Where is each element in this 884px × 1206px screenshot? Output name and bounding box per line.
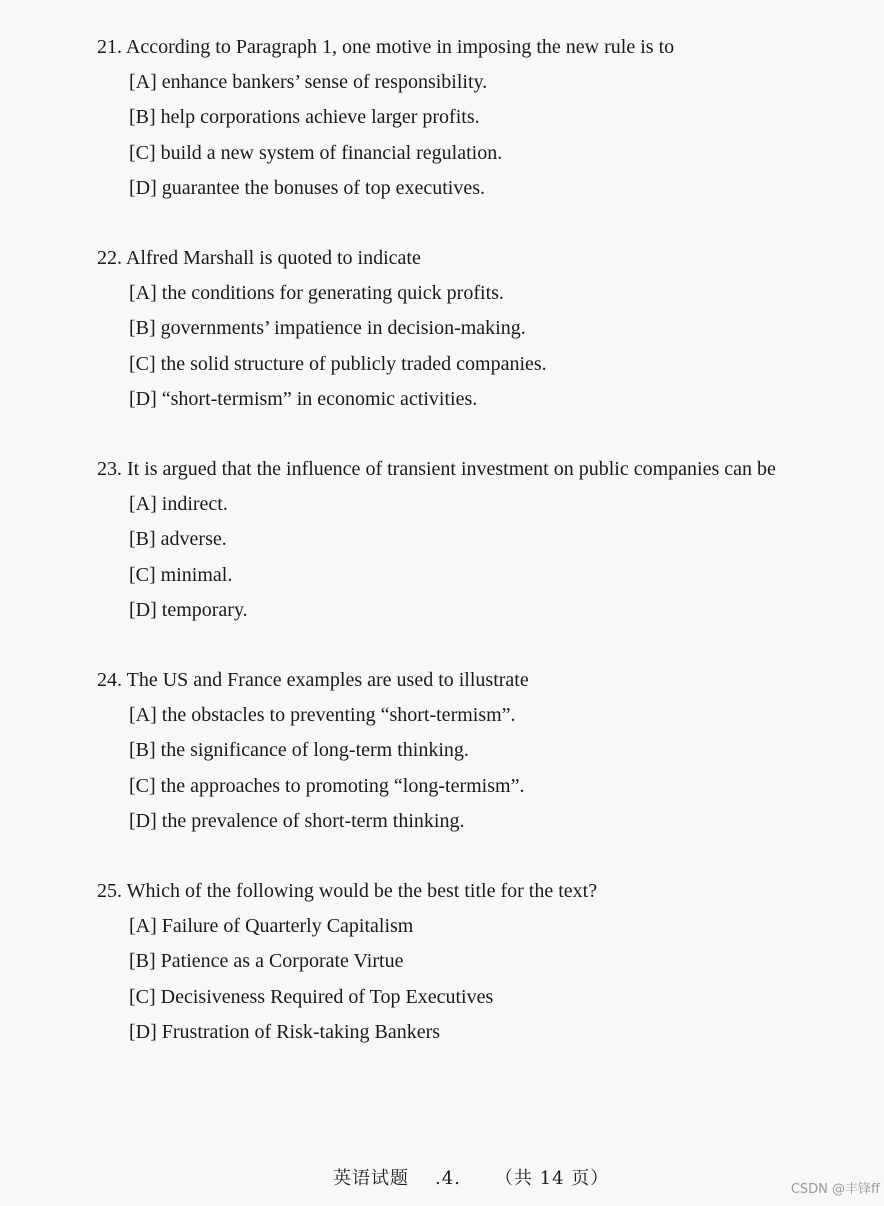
option-list bbox=[97, 70, 867, 200]
option-list bbox=[97, 914, 867, 1044]
option-b: [B] Patience as a Corporate Virtue bbox=[129, 950, 404, 973]
option-a: [A] indirect. bbox=[129, 493, 228, 515]
option-list bbox=[97, 281, 867, 411]
question-stem: 24. The US and France examples are used to illustrate bbox=[97, 669, 529, 691]
option-b: [B] help corporations achieve larger profits. bbox=[129, 106, 480, 129]
footer-subject: 英语试题 bbox=[333, 1168, 409, 1189]
option-d: [D] guarantee the bonuses of top executives. bbox=[129, 176, 485, 199]
question-stem: 21. According to Paragraph 1, one motive in imposing the new rule is to bbox=[97, 36, 675, 58]
option-a: [A] Failure of Quarterly Capitalism bbox=[129, 915, 414, 937]
footer-page-number: .4. bbox=[435, 1168, 461, 1189]
question-21 bbox=[97, 35, 867, 211]
option-list bbox=[97, 492, 867, 622]
option-a: [A] enhance bankers’ sense of responsibility. bbox=[129, 71, 488, 93]
option-c: [C] minimal. bbox=[129, 563, 233, 586]
option-c: [C] Decisiveness Required of Top Executives bbox=[129, 985, 494, 1008]
question-25 bbox=[97, 879, 867, 1055]
question-23 bbox=[97, 457, 867, 633]
option-b: [B] adverse. bbox=[129, 528, 227, 551]
option-c: [C] build a new system of financial regulation. bbox=[129, 141, 503, 164]
option-d: [D] the prevalence of short-term thinking. bbox=[129, 809, 465, 832]
option-a: [A] the conditions for generating quick profits. bbox=[129, 282, 504, 304]
option-d: [D] temporary. bbox=[129, 598, 248, 621]
question-stem: 23. It is argued that the influence of transient investment on public companies can be bbox=[97, 458, 776, 480]
question-stem: 22. Alfred Marshall is quoted to indicate bbox=[97, 247, 421, 269]
footer-text bbox=[333, 1166, 609, 1192]
footer-page-total: （共 14 页） bbox=[494, 1168, 610, 1189]
option-d: [D] Frustration of Risk-taking Bankers bbox=[129, 1020, 441, 1043]
question-stem: 25. Which of the following would be the best title for the text? bbox=[97, 880, 598, 902]
option-c: [C] the solid structure of publicly traded companies. bbox=[129, 352, 547, 375]
watermark: CSDN @丰锋ff bbox=[790, 1182, 880, 1197]
question-24 bbox=[97, 668, 867, 844]
option-b: [B] governments’ impatience in decision-making. bbox=[129, 317, 526, 340]
question-22 bbox=[97, 246, 867, 422]
page-footer bbox=[0, 1166, 884, 1192]
option-b: [B] the significance of long-term thinking. bbox=[129, 739, 469, 762]
option-list bbox=[97, 703, 867, 833]
option-d: [D] “short-termism” in economic activities. bbox=[129, 387, 478, 410]
option-c: [C] the approaches to promoting “long-termism”. bbox=[129, 774, 525, 797]
option-a: [A] the obstacles to preventing “short-termism”. bbox=[129, 704, 516, 726]
